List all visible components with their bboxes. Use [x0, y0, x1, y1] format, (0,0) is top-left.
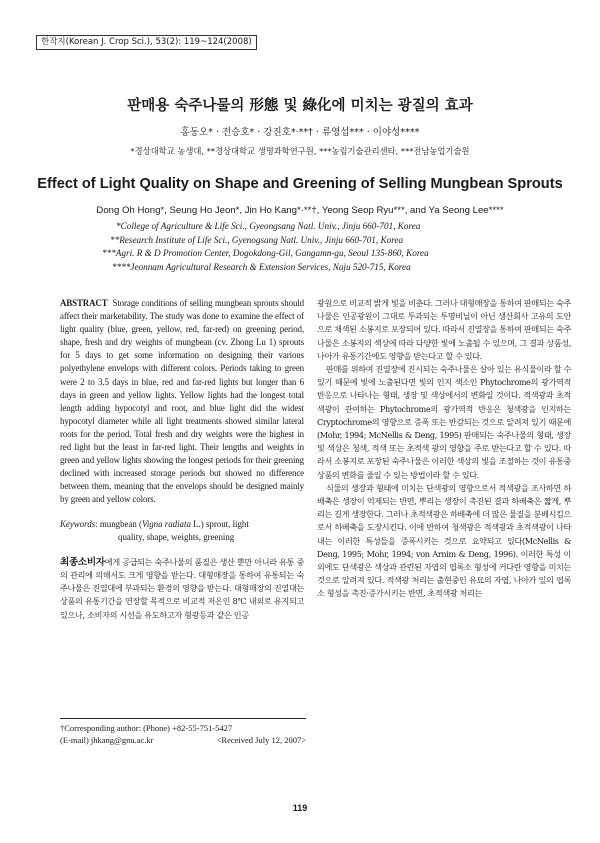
introduction-text: 에게 공급되는 숙주나물의 품질은 생산 뿐만 아니라 유통 중의 관리에 의해서도 크게 영향을 받는다. 대형매장을 통하여 유통되는 숙주나물은 진열대에 부과되는 환경의 영향을 받는다. 대형매장의 진열대는 상품의 유통기간을 연장할 목적으로 비교적 저온인 8℃ 내외로 유지되고 있으나, 소비자의 시선을 유도하고자 형광등과 같은 인공: [60, 556, 304, 620]
affiliation-line: **Research Institute of Life Sci., Gyenogsang Natl. Univ., Jinju 660-701, Korea: [110, 234, 404, 245]
introduction-paragraph: [60, 556, 304, 622]
affiliation-line: ***Agri. R & D Promotion Center, Dogokdong-Gil, Gangamn-gu, Seoul 135-860, Korea: [102, 248, 429, 259]
english-title: Effect of Light Quality on Shape and Greening of Selling Mungbean Sprouts: [37, 176, 563, 192]
body-paragraph: 식물의 생장과 형태에 미치는 단색광의 영향으로서 적색광을 조사하면 하배축은 생장이 억제되는 반면, 뿌리는 생장이 촉진된 결과 하배축은 짧게, 뿌리는 길게 생장한다. 그러나 초적색광은 하배축에 더 많은 물질을 분배시킴으로서 하배축을 도장시킨다. 이에 반하여 청색광은 적색광과 초적색광이 나타내는 이러한 특성들을 증폭시키는 것으로 요약되고 있다(McNellis & Deng, 1995; Mohr, 1994; von Arnim & Deng, 1996). 이러한 특성 이외에도 단색광은 색상과 관련된 자엽의 엽록소 형성에 커다란 영향을 미치는 것으로 알려져 있다. 적색광 처리는 출현중인 유묘의 자엽, 나아가 잎의 엽록소 형성을 촉진·증가시키는 반면, 초적색광 처리는: [317, 482, 571, 599]
abstract: [60, 297, 304, 507]
keywords-species: Vigna radiata: [142, 518, 191, 529]
english-affiliations: [92, 220, 552, 274]
right-column: [317, 297, 571, 601]
body-paragraph: 광원으로 비교적 밝게 빛을 비춘다. 그러나 대형매장을 통하여 판매되는 숙주나물은 인공광원이 그대로 투과되는 투명비닐이 아닌 생산회사 고유의 도안으로 채색된 소봉지로 포장되어 있다. 따라서 진열장을 통하여 판매되는 숙주나물은 소봉지의 색상에 따라 다양한 빛에 노출될 수 있으며, 그 결과 상품성, 나아가 유통기간에도 영향을 받는다고 할 수 있다.: [317, 298, 571, 361]
korean-affiliations: *경상대학교 농생대, **경상대학교 생명과학연구원, ***농림기술관리센타, ***전남농업기술원: [130, 146, 470, 156]
abstract-text: Storage conditions of selling mungbean sprouts should affect their marketability. The study was done to examine the effect of light quality (blue, green, yellow, red, far-red) on greening period, shape, fresh and dry weights of mungbean (cv. Zhong Lu 1) sprouts for 5 days to get some information on designing their various polyethylene envelops with different colors. Periods taking to green were 2 to 3.5 days in blue, red and far-red lights but longer than 6 days in green and yellow lights. Yellow lights had the longest total length adding hypocotyl and root, and blue light did the widest hypocotyl diameter while all light treatments showed similar lateral roots for the period. Total fresh and dry weights were the highest in red light but the least in far-red light. Their lengths and weights in green and yellow lights showing the longest periods for their greening declined with increased storage periods but showed no difference between them, meaning that the envelops should be designed mainly by green and yellow colors.: [60, 298, 304, 505]
affiliation-line: ****Jeonnam Agricultural Research & Extension Services, Naju 520-715, Korea: [112, 261, 411, 272]
journal-citation-tag: 한작지(Korean J. Crop Sci.), 53(2): 119~124(2008): [36, 35, 257, 50]
english-authors: Dong Oh Hong*, Seung Ho Jeon*, Jin Ho Kang*·**†, Yeong Seop Ryu***, and Ya Seong Lee****: [96, 205, 504, 216]
keywords: [60, 518, 304, 544]
keywords-label: Keywords: [60, 518, 96, 529]
keywords-text: : mungbean (: [95, 518, 142, 529]
received-date: <Received July 12, 2007>: [216, 734, 306, 745]
corresponding-author: †Corresponding author: (Phone) +82-55-751-5427: [60, 723, 233, 733]
left-column: [60, 297, 304, 622]
affiliation-line: *College of Agriculture & Life Sci., Gyeongsang Natl. Univ., Jinju 660-701, Korea: [116, 221, 421, 231]
abstract-label: ABSTRACT: [60, 298, 108, 308]
page-number: 119: [292, 803, 308, 813]
korean-authors: 홍동오* · 전승호* · 강진호*·**† · 류영섭*** · 이야성****: [180, 127, 420, 138]
introduction-lead: 최종소비자: [60, 556, 105, 568]
body-paragraph: 판매를 위하여 진열장에 진시되는 숙주나물은 살아 있는 유식물이라 할 수 있기 때문에 빛에 노출된다면 빛의 인지 색소인 Phytochrome의 광가역적 반응으로 나타나는 형태, 생장 및 색상에서의 변화일 것이다. 적색광과 초적색광이 관여하는 Phytochrome의 광가역적 반응은 청색광을 인지하는 Cryptochrome의 영향으로 증폭 또는 반감되는 것으로 알려져 있기 때문에(Mohr, 1994; McNellis & Deng, 1995) 판매되는 숙주나물의 형태, 생장 및 색상은 청색, 적색 또는 초적색 광의 영향을 주로 받는다고 할 수 있다. 따라서 소봉지로 포장된 숙주나물은 이러한 색상의 빛을 조절하는 것이 유통중 상품의 변화를 줄일 수 있는 방법이라 할 수 있다.: [317, 364, 571, 480]
correspondence-footnote: [60, 718, 306, 746]
keywords-text: L.) sprout, light: [190, 518, 249, 529]
korean-title: 판매용 숙주나물의 形態 및 綠化에 미치는 광질의 효과: [127, 98, 473, 114]
keywords-line2: quality, shape, weights, greening: [118, 531, 235, 542]
corresponding-email: (E-mail) jhkang@gnu.ac.kr: [60, 734, 154, 745]
